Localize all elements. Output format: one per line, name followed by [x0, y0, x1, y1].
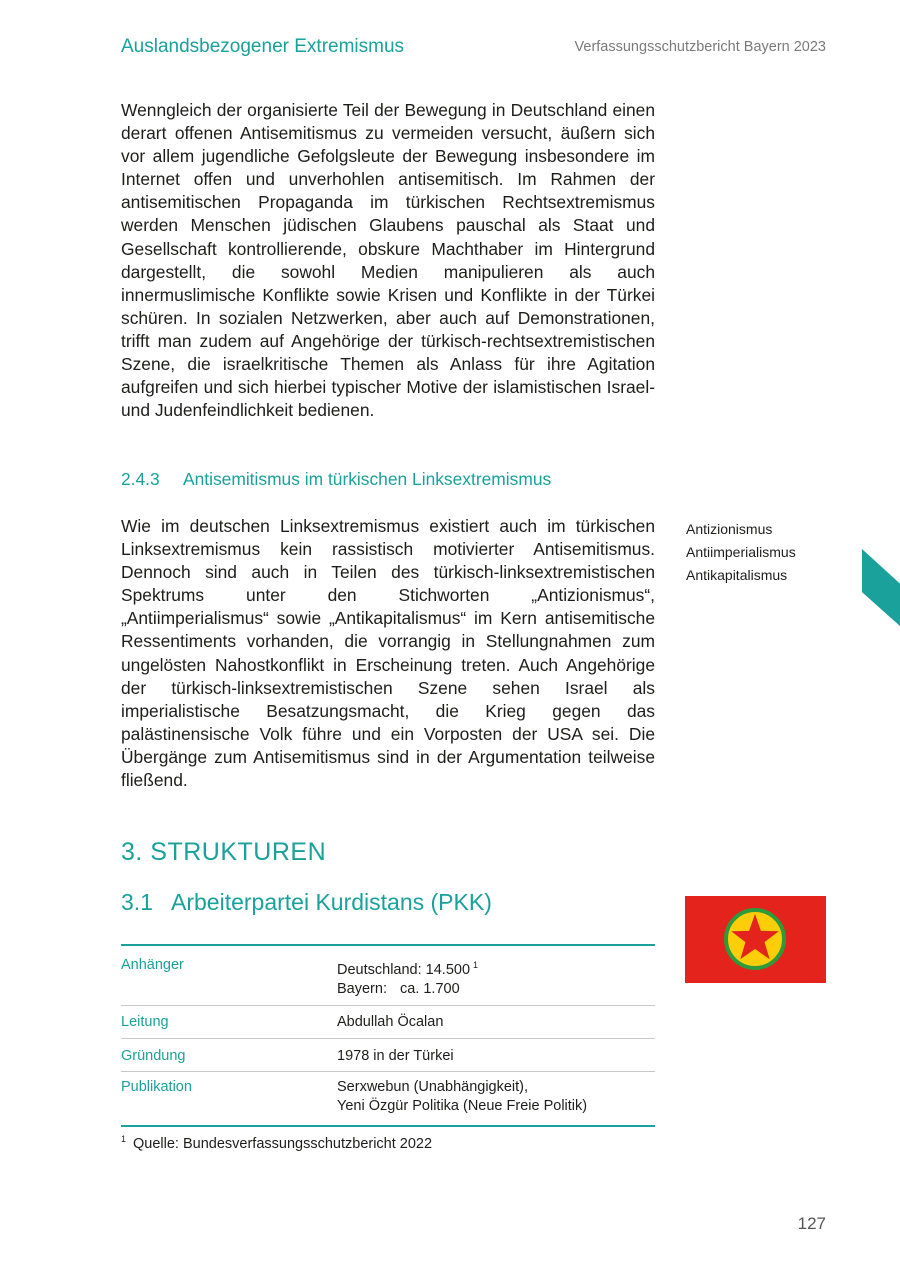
row-value: Abdullah Öcalan [337, 1013, 444, 1030]
margin-keywords [686, 518, 796, 587]
table-row-leitung [121, 1006, 655, 1039]
supporters-bavaria-label: Bayern: [337, 980, 387, 997]
footnote-ref: 1 [473, 960, 479, 970]
row-value [337, 956, 655, 999]
publication-line: Serxwebun (Unabhängigkeit), [337, 1078, 529, 1095]
section-heading: 3. STRUKTUREN [121, 838, 327, 866]
chapter-tab-marker [862, 549, 900, 626]
table-row-gruendung [121, 1039, 655, 1072]
margin-keyword: Antizionismus [686, 521, 773, 537]
margin-keyword: Antikapitalismus [686, 567, 788, 583]
subheading-number: 3.1 [121, 889, 153, 915]
publication-line: Yeni Özgür Politika (Neue Freie Politik) [337, 1097, 588, 1114]
row-value: 1978 in der Türkei [337, 1047, 454, 1064]
paragraph-left-wing-antisemitism: Wie im deutschen Linksextremismus existiert auch im türkischen Linksextremismus kein rassistisch motivierter Antisemitismus. Dennoch sind auch in Teilen des türkisch-linksextremistischen Spektrums unter den Stichworten „Antizionismus“, „Antiimperialismus“ sowie „Antikapitalismus“ im Kern antisemitische Ressentiments vorhanden, die vorrangig in Stellungnahmen zum ungelösten Nahostkonflikt in Erscheinung treten. Auch Angehörige der türkisch-linksextremistischen Szene sehen Israel als imperialistische Besatzungsmacht, die Krieg gegen das palästinensische Volk führe und ein Vorposten der USA sei. Die Übergänge zum Antisemitismus sind in der Argumentation teilweise fließend. [121, 516, 655, 791]
row-label: Gründung [121, 1047, 186, 1064]
footnote-number: 1 [121, 1134, 127, 1144]
row-label: Anhänger [121, 957, 184, 973]
supporters-germany: Deutschland: 14.500 [337, 961, 471, 978]
page-number: 127 [797, 1214, 826, 1233]
subsection-heading [121, 469, 551, 490]
subsection-number: 2.4.3 [121, 469, 160, 489]
subsection-heading-pkk [121, 889, 492, 916]
organization-info-table [121, 944, 655, 1127]
running-header-publication: Verfassungsschutzbericht Bayern 2023 [574, 39, 826, 55]
subheading-title: Arbeiterpartei Kurdistans (PKK) [171, 889, 492, 915]
row-label: Publikation [121, 1078, 192, 1095]
margin-keyword: Antiimperialismus [686, 544, 796, 560]
footnote-text: Quelle: Bundesverfassungsschutzbericht 2022 [133, 1135, 433, 1152]
table-row-publikation [121, 1072, 655, 1125]
running-header-section: Auslandsbezogener Extremismus [121, 36, 405, 57]
supporters-bavaria-value: ca. 1.700 [400, 980, 460, 997]
pkk-flag-image [685, 896, 826, 983]
paragraph-right-wing-antisemitism: Wenngleich der organisierte Teil der Bewegung in Deutschland einen derart offenen Antisemitismus zu vermeiden versucht, äußern sich vor allem jugendliche Gefolgsleute der Bewegung insbesondere im Internet offen und unverhohlen antisemitisch. Im Rahmen der antisemitischen Propaganda im türkischen Rechtsextremismus werden Menschen jüdischen Glaubens pauschal als Staat und Gesellschaft kontrollierende, obskure Machthaber im Hintergrund dargestellt, die sowohl Medien manipulieren als auch innermuslimische Konflikte sowie Krisen und Konflikte in der Türkei schüren. In sozialen Netzwerken, aber auch auf Demonstrationen, trifft man zudem auf Angehörige der türkisch-rechtsextremistischen Szene, die israelkritische Themen als Anlass für ihre Agitation aufgreifen und sich hierbei typischer Motive der islamistischen Israel- und Judenfeindlichkeit bedienen. [121, 100, 655, 421]
table-row-anhaenger [121, 946, 655, 1006]
row-value [337, 1078, 655, 1116]
footnote [121, 1134, 432, 1152]
row-label: Leitung [121, 1013, 169, 1030]
subsection-title: Antisemitismus im türkischen Linksextremismus [183, 469, 552, 489]
